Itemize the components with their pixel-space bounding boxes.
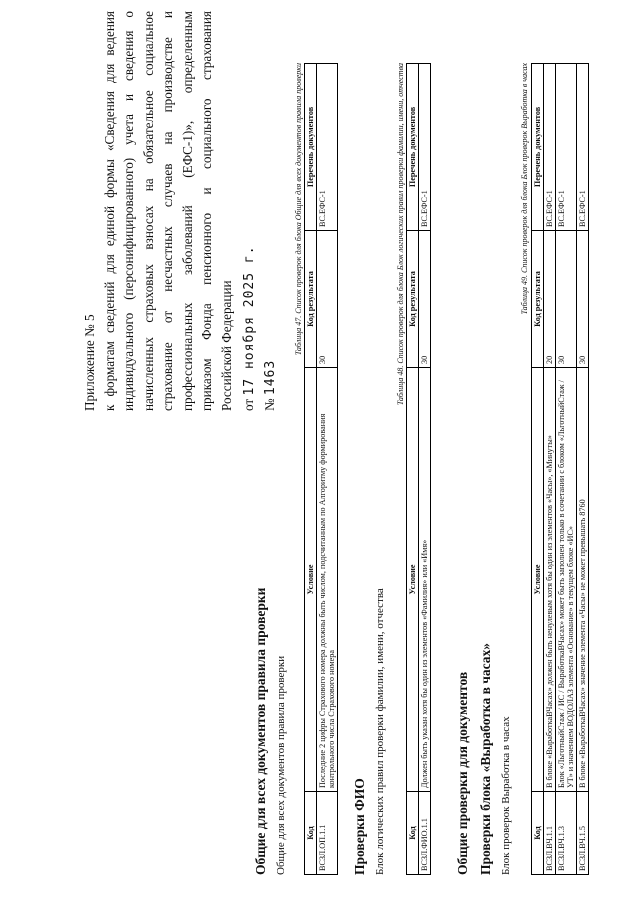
appendix-line: начисленных страховых взносах на обязательное социальное: [140, 11, 156, 411]
appendix-line: к форматам сведений для единой формы «Сведения для ведения: [101, 11, 117, 411]
table-header-row: [407, 64, 419, 875]
appendix-number-line: [260, 11, 281, 411]
cell-code: ВСЗЛ.ФИО.1.1: [419, 792, 431, 875]
appendix-line: Российской Федерации: [218, 280, 234, 411]
cell-code: ВСЗЛ.ВЧ.1.3: [556, 792, 577, 875]
appendix-date-line: [239, 11, 260, 411]
header-condition: Условие: [532, 368, 544, 792]
header-docs: Перечень документов: [305, 64, 317, 231]
section-heading: Общие проверки для документов: [455, 671, 470, 875]
table-row: [544, 64, 556, 875]
table-49: [531, 63, 589, 875]
table-row: [577, 64, 589, 875]
header-code: Код: [407, 792, 419, 875]
section-subheading: Общие для всех документов правила проверки: [275, 655, 287, 875]
cell-condition: В блоке «ВыработкаВЧасах» значение элемента «Часы» не может превышать 8760: [577, 368, 589, 792]
table-row: [556, 64, 577, 875]
table-row: [317, 64, 338, 875]
cell-result: 20: [544, 231, 556, 368]
cell-condition: Должен быть указан хотя бы один из элементов «Фамилия» или «Имя»: [419, 368, 431, 792]
cell-condition: Последние 2 цифры Страхового номера должны быть числом, подсчитанным по Алгоритму формирования контрольного числа Страхового номера: [317, 368, 338, 792]
table-47: [304, 63, 338, 875]
section-subheading: Блок логических правил проверки фамилии, имени, отчества: [374, 588, 386, 875]
cell-docs: ВС.ЕФС-1: [419, 64, 431, 231]
header-code: Код: [305, 792, 317, 875]
table-caption: Таблица 48. Список проверок для блока Блок логических правил проверки фамилии, имени, отчества: [396, 63, 405, 406]
header-result: Код результата: [407, 231, 419, 368]
header-docs: Перечень документов: [532, 64, 544, 231]
section-subheading: Блок проверок Выработка в часах: [500, 716, 512, 875]
appendix-line: страхование от несчастных случаев на производстве и: [160, 11, 175, 411]
header-condition: Условие: [305, 368, 317, 792]
number-prefix: №: [261, 398, 277, 411]
cell-condition: В блоке «ВыработкаВЧасах» должен быть ненулевым хотя бы один из элементов «Часы», «Минуты»: [544, 368, 556, 792]
cell-result: 30: [419, 231, 431, 368]
table-caption: Таблица 47. Список проверок для блока Общие для всех документов правила проверки: [294, 63, 303, 356]
cell-code: ВСЗЛ.ВЧ.1.1: [544, 792, 556, 875]
appendix-date: 17 ноября 2025 г.: [242, 245, 257, 396]
appendix-line: приказом Фонда пенсионного и социального страхования: [199, 11, 214, 411]
appendix-line: профессиональных заболеваний (ЕФС-1)», определенным: [179, 11, 195, 411]
header-code: Код: [532, 792, 544, 875]
header-result: Код результата: [532, 231, 544, 368]
cell-docs: ВС.ЕФС-1: [317, 64, 338, 231]
table-caption: Таблица 49. Список проверок для блока Блок проверок Выработка в часах: [520, 63, 529, 315]
header-result: Код результата: [305, 231, 317, 368]
table-48: [406, 63, 431, 875]
section-heading: Проверки ФИО: [352, 778, 367, 875]
table-header-row: [532, 64, 544, 875]
cell-code: ВСЗЛ.ОП.1.1: [317, 792, 338, 875]
section-heading: Общие для всех документов правила проверки: [253, 587, 268, 875]
table-row: [419, 64, 431, 875]
cell-result: 30: [317, 231, 338, 368]
cell-docs: ВС.ЕФС-1: [544, 64, 556, 231]
date-prefix: от: [241, 398, 256, 411]
cell-docs: ВС.ЕФС-1: [577, 64, 589, 231]
appendix-title: Приложение № 5: [82, 314, 97, 411]
cell-result: 30: [577, 231, 589, 368]
cell-result: 30: [556, 231, 577, 368]
section-heading: Проверки блока «Выработка в часах»: [478, 642, 493, 875]
header-condition: Условие: [407, 368, 419, 792]
appendix-line: индивидуального (персонифицированного) учета и сведения о: [121, 11, 136, 411]
appendix-header: [80, 11, 280, 411]
cell-docs: ВС.ЕФС-1: [556, 64, 577, 231]
cell-code: ВСЗЛ.ВЧ.1.5: [577, 792, 589, 875]
appendix-number: 1463: [262, 359, 278, 396]
table-header-row: [305, 64, 317, 875]
cell-condition: Блок «ЛьготныйСтаж / ИС / ВыработкаВЧасах» может быть заполнен только в сочетании с блоком «ЛьготныйСтаж / УТ» и значением ВОДОЛАЗ элемента «Основание» в текущем блоке «ИС»: [556, 368, 577, 792]
header-docs: Перечень документов: [407, 64, 419, 231]
